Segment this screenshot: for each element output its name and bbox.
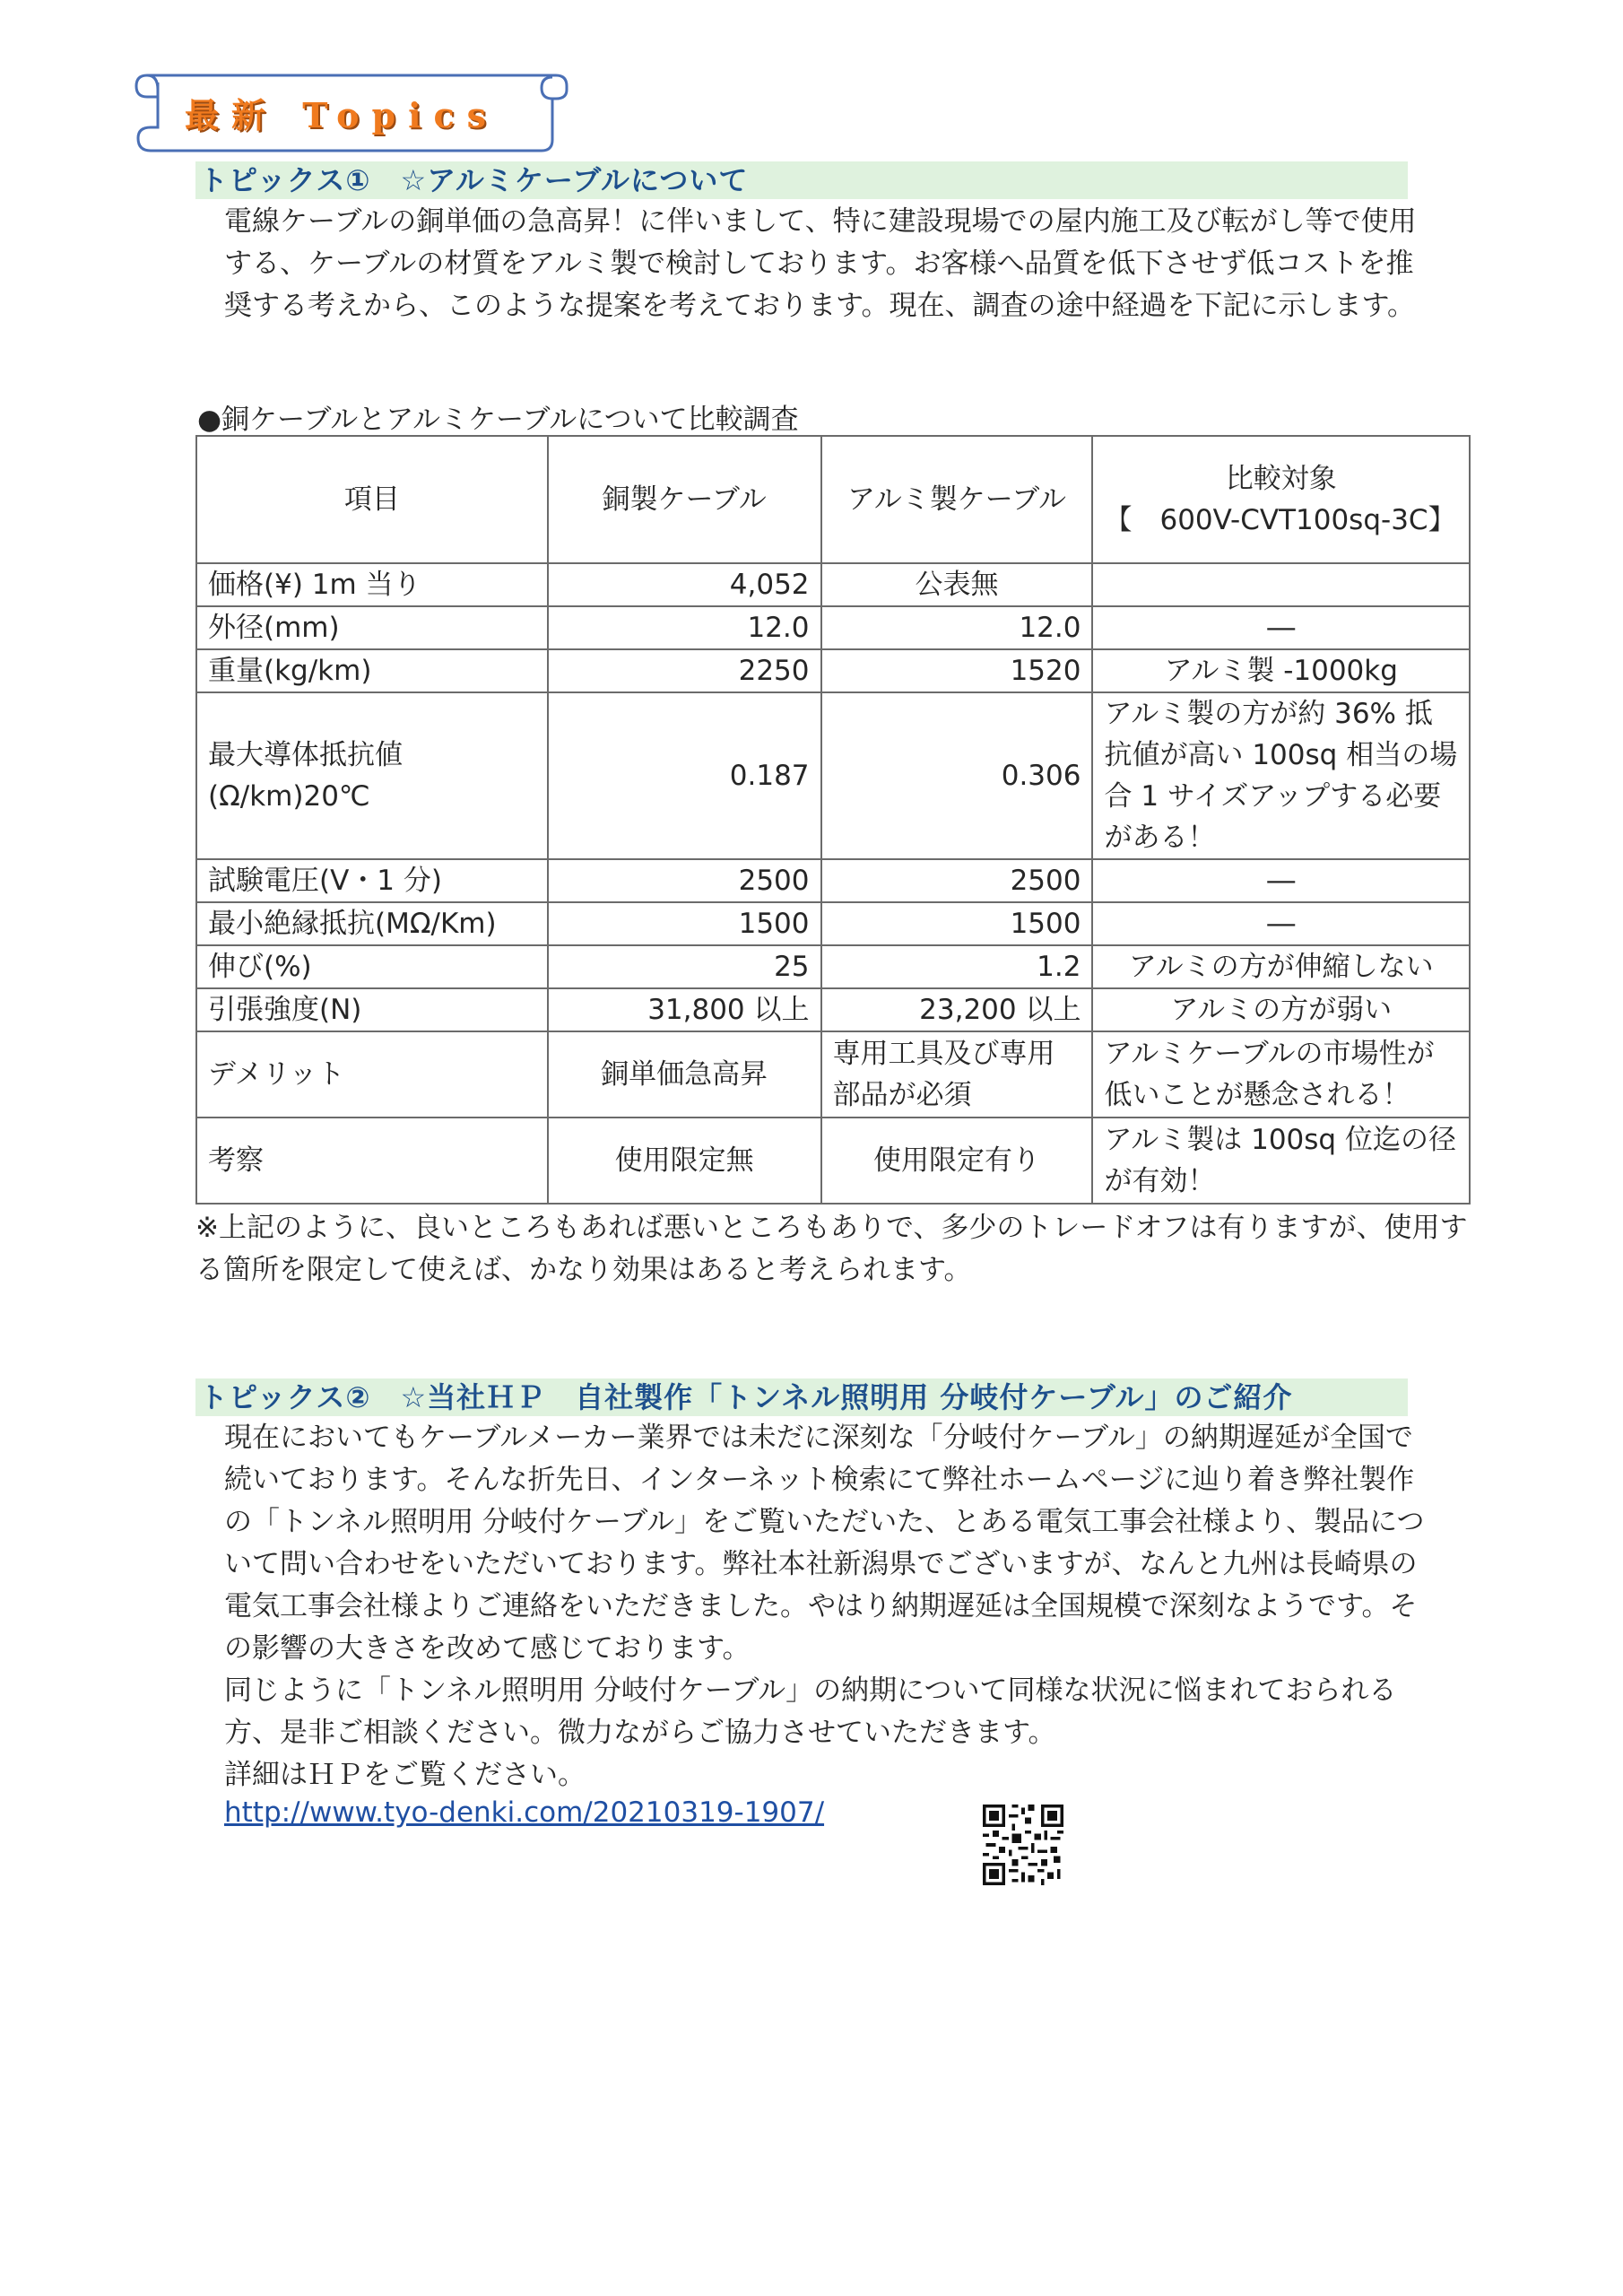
topic2-body-1: 現在においてもケーブルメーカー業界では未だに深刻な「分岐付ケーブル」の納期遅延が全国で続いております。そんな折先日、インターネット検索にて弊社ホームページに辿り着き弊社製作の「トンネル照明用 分岐付ケーブル」をご覧いただいた、とある電気工事会社様より、製品について問い合わせをいただいております。弊社本社新潟県でございますが、なんと九州は長崎県の電気工事会社様よりご連絡をいただきました。やはり納期遅延は全国規模で深刻なようです。その影響の大きさを改めて感じております。: [224, 1422, 1425, 1665]
row-compare: アルミの方が伸縮しない: [1092, 945, 1470, 988]
row-copper: 銅単価急高昇: [548, 1031, 821, 1118]
topic2-heading: トピックス② ☆当社ＨＰ 自社製作「トンネル照明用 分岐付ケーブル」のご紹介: [195, 1378, 1408, 1416]
row-aluminum: 公表無: [821, 563, 1093, 606]
row-copper: 25: [548, 945, 821, 988]
row-compare: アルミ製は 100sq 位迄の径が有効！: [1092, 1118, 1470, 1204]
header-compare-spec: 【 600V-CVT100sq-3C】: [1104, 504, 1456, 536]
row-aluminum: 専用工具及び専用部品が必須: [821, 1031, 1093, 1118]
row-aluminum: 使用限定有り: [821, 1118, 1093, 1204]
table-row: [196, 563, 1470, 606]
row-aluminum: 12.0: [821, 606, 1093, 649]
row-aluminum: 1520: [821, 649, 1093, 692]
topic2-body-3: 詳細はＨＰをご覧ください。: [224, 1759, 586, 1791]
row-copper: 2500: [548, 859, 821, 902]
header-compare: [1092, 436, 1470, 563]
table-row: [196, 859, 1470, 902]
row-item: 外径(mm): [196, 606, 548, 649]
table-caption: ●銅ケーブルとアルミケーブルについて比較調査: [197, 404, 799, 436]
topic1-body: [224, 201, 1426, 327]
row-compare: アルミケーブルの市場性が低いことが懸念される！: [1092, 1031, 1470, 1118]
row-aluminum: 0.306: [821, 692, 1093, 859]
qr-code-icon[interactable]: [983, 1805, 1063, 1885]
table-row: [196, 945, 1470, 988]
row-copper: 4,052: [548, 563, 821, 606]
table-row: [196, 1118, 1470, 1204]
row-compare: ―: [1092, 902, 1470, 945]
table-row: [196, 692, 1470, 859]
table-row: [196, 988, 1470, 1031]
row-compare: [1092, 563, 1470, 606]
topic1-body-text: 電線ケーブルの銅単価の急高昇！に伴いまして、特に建設現場での屋内施工及び転がし等で使用する、ケーブルの材質をアルミ製で検討しております。お客様へ品質を低下させず低コストを推奨する考えから、このような提案を考えております。現在、調査の途中経過を下記に示します。: [224, 205, 1417, 322]
row-item: 試験電圧(V・1 分): [196, 859, 548, 902]
header-copper: 銅製ケーブル: [548, 436, 821, 563]
row-item: デメリット: [196, 1031, 548, 1118]
row-aluminum: 23,200 以上: [821, 988, 1093, 1031]
header-item: 項目: [196, 436, 548, 563]
comparison-table: [195, 435, 1471, 1205]
row-item: 伸び(%): [196, 945, 548, 988]
row-compare: アルミの方が弱い: [1092, 988, 1470, 1031]
table-row: [196, 1031, 1470, 1118]
row-compare: ―: [1092, 859, 1470, 902]
row-item: 重量(kg/km): [196, 649, 548, 692]
table-row: [196, 649, 1470, 692]
topic1-heading: トピックス① ☆アルミケーブルについて: [195, 161, 1408, 199]
header-compare-title: 比較対象: [1225, 463, 1337, 495]
row-aluminum: 1500: [821, 902, 1093, 945]
row-item: 考察: [196, 1118, 548, 1204]
row-aluminum: 2500: [821, 859, 1093, 902]
row-item: 引張強度(N): [196, 988, 548, 1031]
banner-title: 最新 Topics: [185, 95, 499, 135]
table-row: [196, 606, 1470, 649]
row-copper: 2250: [548, 649, 821, 692]
row-item: 最大導体抵抗値 (Ω/km)20℃: [196, 692, 548, 859]
row-copper: 1500: [548, 902, 821, 945]
header-aluminum: アルミ製ケーブル: [821, 436, 1093, 563]
row-copper: 0.187: [548, 692, 821, 859]
row-compare: ―: [1092, 606, 1470, 649]
row-compare: アルミ製の方が約 36% 抵抗値が高い 100sq 相当の場合 1 サイズアップする必要がある！: [1092, 692, 1470, 859]
row-item: 最小絶縁抵抗(MΩ/Km): [196, 902, 548, 945]
topic2-body-2: 同じように「トンネル照明用 分岐付ケーブル」の納期について同様な状況に悩まれておられる方、是非ご相談ください。微力ながらご協力させていただきます。: [224, 1674, 1397, 1749]
row-item: 価格(¥) 1m 当り: [196, 563, 548, 606]
row-copper: 31,800 以上: [548, 988, 821, 1031]
table-note: ※上記のように、良いところもあれば悪いところもありで、多少のトレードオフは有りますが、使用する箇所を限定して使えば、かなり効果はあると考えられます。: [195, 1212, 1468, 1286]
table-row: [196, 902, 1470, 945]
row-copper: 使用限定無: [548, 1118, 821, 1204]
row-compare: アルミ製 -1000kg: [1092, 649, 1470, 692]
hp-link[interactable]: http://www.tyo-denki.com/20210319-1907/: [224, 1796, 825, 1829]
table-header-row: [196, 436, 1470, 563]
row-aluminum: 1.2: [821, 945, 1093, 988]
topics-banner: [131, 63, 568, 156]
row-copper: 12.0: [548, 606, 821, 649]
topic2-body: [224, 1417, 1426, 1796]
